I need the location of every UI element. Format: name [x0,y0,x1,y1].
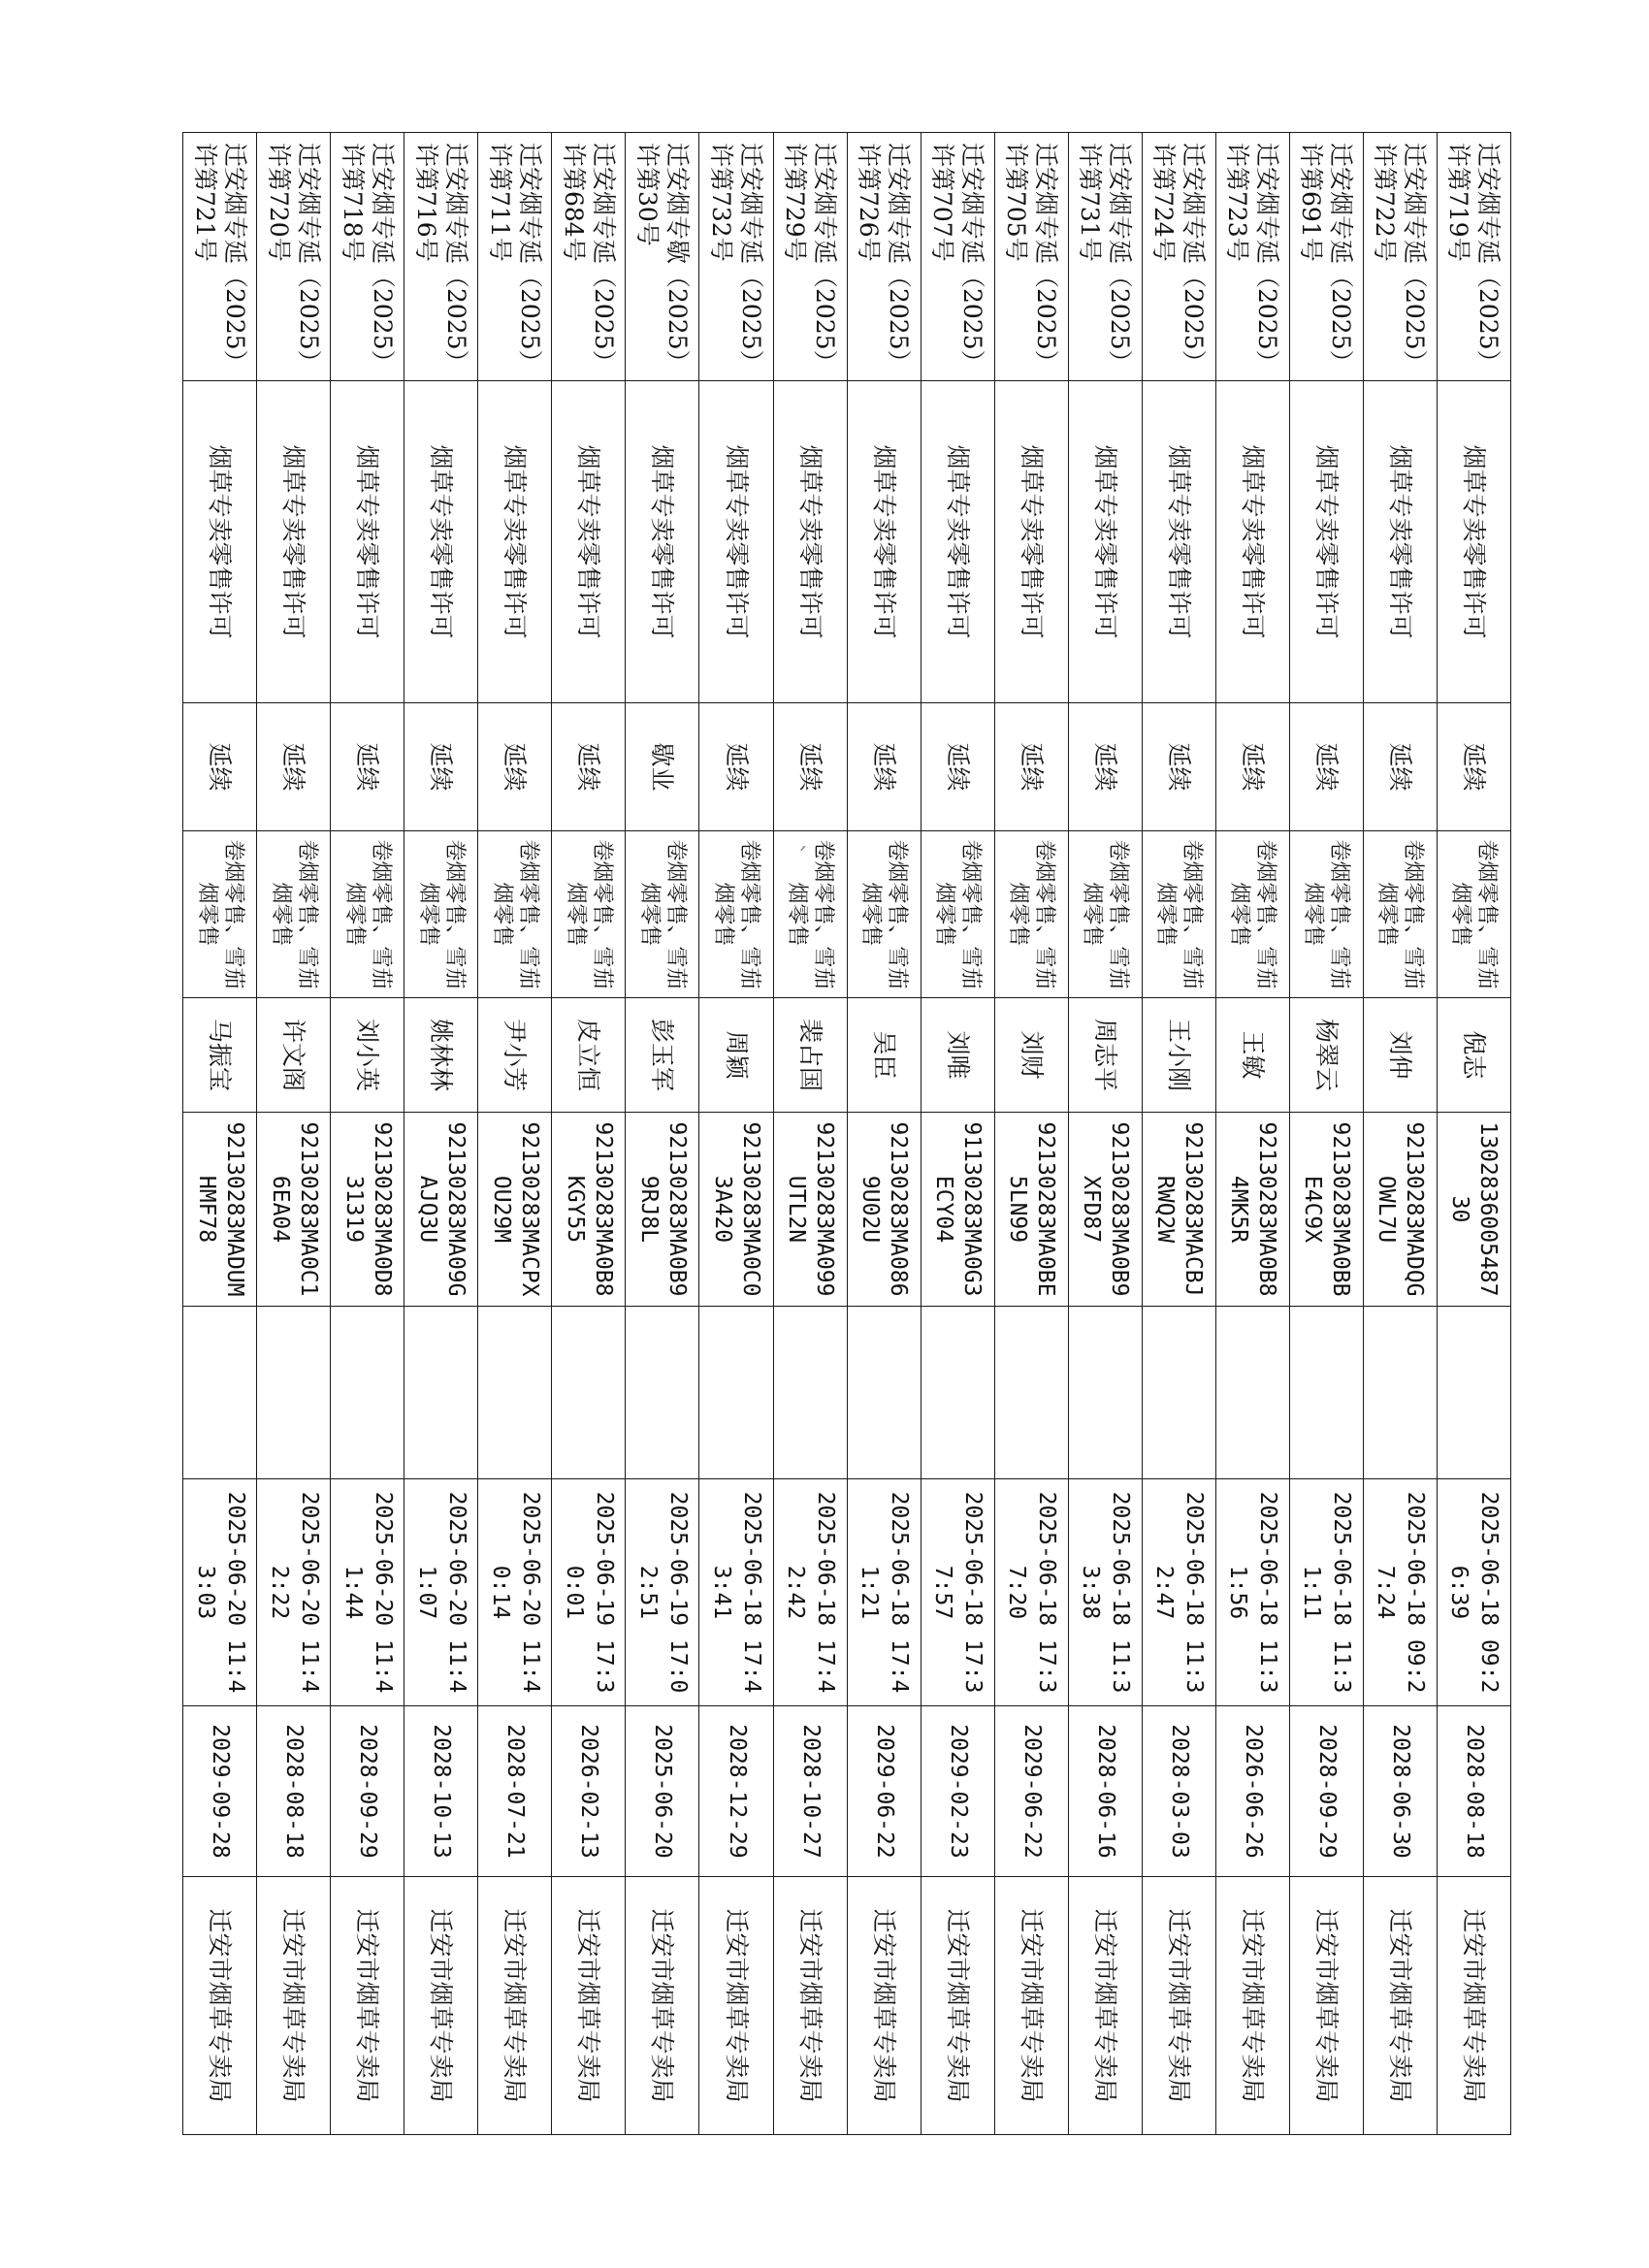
decision-time-cell: 2025-06-18 09:26:39 [1437,1479,1510,1706]
matter-cell: 歇业 [626,703,699,831]
credit-code-cell: 92130283MA0B99RJ8L [626,1113,699,1307]
license-type-cell: 烟草专卖零售许可 [1215,381,1289,703]
scanned-sheet [182,132,1511,2134]
expiry-date-cell: 2026-06-26 [1215,1706,1289,1877]
blank-cell [994,1307,1068,1479]
expiry-date-cell: 2029-02-23 [921,1706,994,1877]
permit-number-cell: 迁安烟专歇（2025）许第30号 [626,133,699,381]
authority-cell: 迁安市烟草专卖局 [994,1877,1068,2135]
business-scope-cell: 卷烟零售、雪茄烟零售 [1437,831,1510,998]
decision-time-cell: 2025-06-18 11:31:11 [1289,1479,1363,1706]
decision-time-cell: 2025-06-20 11:43:03 [183,1479,257,1706]
operator-name-cell: 皮立恒 [552,998,626,1113]
matter-cell: 延续 [847,703,921,831]
decision-time-cell: 2025-06-18 09:27:24 [1363,1479,1437,1706]
operator-name-cell: 尹小芳 [478,998,552,1113]
permit-number-cell: 迁安烟专延（2025）许第731号 [1068,133,1142,381]
authority-cell: 迁安市烟草专卖局 [331,1877,404,2135]
license-table [182,132,1511,2135]
business-scope-cell: 卷烟零售、雪茄烟零售 [331,831,404,998]
business-scope-cell: 卷烟零售、雪茄烟零售 [847,831,921,998]
decision-time-cell: 2025-06-20 11:40:14 [478,1479,552,1706]
operator-name-cell: 刘小英 [331,998,404,1113]
expiry-date-cell: 2028-06-16 [1068,1706,1142,1877]
authority-cell: 迁安市烟草专卖局 [1363,1877,1437,2135]
table-row [847,133,921,2135]
operator-name-cell: 刘财 [994,998,1068,1113]
credit-code-cell: 92130283MA099UTL2N [773,1113,847,1307]
authority-cell: 迁安市烟草专卖局 [183,1877,257,2135]
blank-cell [1068,1307,1142,1479]
matter-cell: 延续 [552,703,626,831]
table-row [1437,133,1510,2135]
blank-cell [773,1307,847,1479]
license-type-cell: 烟草专卖零售许可 [626,381,699,703]
authority-cell: 迁安市烟草专卖局 [1289,1877,1363,2135]
decision-time-cell: 2025-06-18 17:42:42 [773,1479,847,1706]
license-type-cell: 烟草专卖零售许可 [847,381,921,703]
credit-code-cell: 92130283MA0C16EA04 [257,1113,331,1307]
authority-cell: 迁安市烟草专卖局 [626,1877,699,2135]
permit-number-cell: 迁安烟专延（2025）许第722号 [1363,133,1437,381]
table-row [257,133,331,2135]
authority-cell: 迁安市烟草专卖局 [404,1877,478,2135]
permit-number-cell: 迁安烟专延（2025）许第718号 [331,133,404,381]
business-scope-cell: 卷烟零售、雪茄烟零售 [183,831,257,998]
table-row [1363,133,1437,2135]
business-scope-cell: 卷烟零售、雪茄烟零售 [1215,831,1289,998]
permit-number-cell: 迁安烟专延（2025）许第720号 [257,133,331,381]
decision-time-cell: 2025-06-19 17:30:01 [552,1479,626,1706]
business-scope-cell: 卷烟零售、雪茄烟零售 [626,831,699,998]
expiry-date-cell: 2029-06-22 [847,1706,921,1877]
license-type-cell: 烟草专卖零售许可 [1068,381,1142,703]
operator-name-cell: 许文阁 [257,998,331,1113]
authority-cell: 迁安市烟草专卖局 [1215,1877,1289,2135]
blank-cell [478,1307,552,1479]
table-row [1068,133,1142,2135]
operator-name-cell: 王小刚 [1142,998,1215,1113]
business-scope-cell: 卷烟零售、雪茄烟零售 [1142,831,1215,998]
matter-cell: 延续 [994,703,1068,831]
business-scope-cell: 卷烟零售、雪茄烟零售 [773,831,847,998]
business-scope-cell: 卷烟零售、雪茄烟零售 [699,831,773,998]
blank-cell [921,1307,994,1479]
operator-name-cell: 周颖 [699,998,773,1113]
authority-cell: 迁安市烟草专卖局 [478,1877,552,2135]
table-row [699,133,773,2135]
decision-time-cell: 2025-06-20 11:41:44 [331,1479,404,1706]
permit-number-cell: 迁安烟专延（2025）许第707号 [921,133,994,381]
credit-code-cell: 92130283MA0B84MK5R [1215,1113,1289,1307]
expiry-date-cell: 2028-07-21 [478,1706,552,1877]
license-type-cell: 烟草专卖零售许可 [404,381,478,703]
license-type-cell: 烟草专卖零售许可 [552,381,626,703]
expiry-date-cell: 2028-08-18 [1437,1706,1510,1877]
business-scope-cell: 卷烟零售、雪茄烟零售 [478,831,552,998]
matter-cell: 延续 [331,703,404,831]
blank-cell [183,1307,257,1479]
table-row [1215,133,1289,2135]
expiry-date-cell: 2028-03-03 [1142,1706,1215,1877]
license-type-cell: 烟草专卖零售许可 [1142,381,1215,703]
license-type-cell: 烟草专卖零售许可 [994,381,1068,703]
scan-speck: ˊ [795,844,808,873]
decision-time-cell: 2025-06-18 11:32:47 [1142,1479,1215,1706]
table-row [404,133,478,2135]
credit-code-cell: 92130283MACPXOU29M [478,1113,552,1307]
permit-number-cell: 迁安烟专延（2025）许第684号 [552,133,626,381]
operator-name-cell: 刘仲 [1363,998,1437,1113]
permit-number-cell: 迁安烟专延（2025）许第719号 [1437,133,1510,381]
blank-cell [404,1307,478,1479]
expiry-date-cell: 2028-09-29 [1289,1706,1363,1877]
credit-code-cell: 92130283MA0B9XFD87 [1068,1113,1142,1307]
table-row [773,133,847,2135]
authority-cell: 迁安市烟草专卖局 [699,1877,773,2135]
matter-cell: 延续 [1215,703,1289,831]
authority-cell: 迁安市烟草专卖局 [257,1877,331,2135]
business-scope-cell: 卷烟零售、雪茄烟零售 [994,831,1068,998]
license-type-cell: 烟草专卖零售许可 [1363,381,1437,703]
blank-cell [699,1307,773,1479]
table-row [478,133,552,2135]
business-scope-cell: 卷烟零售、雪茄烟零售 [257,831,331,998]
decision-time-cell: 2025-06-18 17:37:57 [921,1479,994,1706]
license-type-cell: 烟草专卖零售许可 [699,381,773,703]
license-type-cell: 烟草专卖零售许可 [478,381,552,703]
operator-name-cell: 吴臣 [847,998,921,1113]
matter-cell: 延续 [921,703,994,831]
blank-cell [257,1307,331,1479]
operator-name-cell: 彭玉军 [626,998,699,1113]
decision-time-cell: 2025-06-20 11:41:07 [404,1479,478,1706]
permit-number-cell: 迁安烟专延（2025）许第705号 [994,133,1068,381]
matter-cell: 延续 [404,703,478,831]
credit-code-cell: 92130283MADUMHMF78 [183,1113,257,1307]
matter-cell: 延续 [773,703,847,831]
blank-cell [1363,1307,1437,1479]
blank-cell [847,1307,921,1479]
operator-name-cell: 王敏 [1215,998,1289,1113]
table-row [1289,133,1363,2135]
credit-code-cell: 92130283MA0C03A420 [699,1113,773,1307]
blank-cell [1437,1307,1510,1479]
decision-time-cell: 2025-06-18 17:37:20 [994,1479,1068,1706]
blank-cell [552,1307,626,1479]
table-body [183,133,1511,2135]
business-scope-cell: 卷烟零售、雪茄烟零售 [921,831,994,998]
license-type-cell: 烟草专卖零售许可 [257,381,331,703]
matter-cell: 延续 [1437,703,1510,831]
license-type-cell: 烟草专卖零售许可 [773,381,847,703]
blank-cell [1289,1307,1363,1479]
credit-code-cell: 130283600548730 [1437,1113,1510,1307]
authority-cell: 迁安市烟草专卖局 [1437,1877,1510,2135]
matter-cell: 延续 [699,703,773,831]
operator-name-cell: 倪志 [1437,998,1510,1113]
table-row [331,133,404,2135]
operator-name-cell: 杨翠云 [1289,998,1363,1113]
business-scope-cell: 卷烟零售、雪茄烟零售 [1363,831,1437,998]
business-scope-cell: 卷烟零售、雪茄烟零售 [1289,831,1363,998]
table-row [921,133,994,2135]
matter-cell: 延续 [478,703,552,831]
matter-cell: 延续 [1068,703,1142,831]
business-scope-cell: 卷烟零售、雪茄烟零售 [404,831,478,998]
credit-code-cell: 92130283MA0869U02U [847,1113,921,1307]
expiry-date-cell: 2025-06-20 [626,1706,699,1877]
business-scope-cell: 卷烟零售、雪茄烟零售 [1068,831,1142,998]
credit-code-cell: 92130283MA0B8KGY55 [552,1113,626,1307]
credit-code-cell: 92130283MADQGOWL7U [1363,1113,1437,1307]
authority-cell: 迁安市烟草专卖局 [847,1877,921,2135]
permit-number-cell: 迁安烟专延（2025）许第721号 [183,133,257,381]
permit-number-cell: 迁安烟专延（2025）许第726号 [847,133,921,381]
business-scope-cell: 卷烟零售、雪茄烟零售 [552,831,626,998]
matter-cell: 延续 [1363,703,1437,831]
credit-code-cell: 91130283MA0G3ECY04 [921,1113,994,1307]
operator-name-cell: 刘唯 [921,998,994,1113]
operator-name-cell: 姚林林 [404,998,478,1113]
credit-code-cell: 92130283MACBJRWQ2W [1142,1113,1215,1307]
expiry-date-cell: 2028-08-18 [257,1706,331,1877]
credit-code-cell: 92130283MA0BBE4C9X [1289,1113,1363,1307]
matter-cell: 延续 [1289,703,1363,831]
authority-cell: 迁安市烟草专卖局 [552,1877,626,2135]
expiry-date-cell: 2029-06-22 [994,1706,1068,1877]
permit-number-cell: 迁安烟专延（2025）许第729号 [773,133,847,381]
table-row [183,133,257,2135]
decision-time-cell: 2025-06-20 11:42:22 [257,1479,331,1706]
credit-code-cell: 92130283MA09GAJQ3U [404,1113,478,1307]
credit-code-cell: 92130283MA0D831319 [331,1113,404,1307]
expiry-date-cell: 2029-09-28 [183,1706,257,1877]
authority-cell: 迁安市烟草专卖局 [1068,1877,1142,2135]
expiry-date-cell: 2028-09-29 [331,1706,404,1877]
permit-number-cell: 迁安烟专延（2025）许第723号 [1215,133,1289,381]
expiry-date-cell: 2028-10-13 [404,1706,478,1877]
table-row [626,133,699,2135]
credit-code-cell: 92130283MA0BE5LN99 [994,1113,1068,1307]
decision-time-cell: 2025-06-18 11:33:38 [1068,1479,1142,1706]
matter-cell: 延续 [257,703,331,831]
expiry-date-cell: 2028-06-30 [1363,1706,1437,1877]
operator-name-cell: 周志平 [1068,998,1142,1113]
authority-cell: 迁安市烟草专卖局 [921,1877,994,2135]
permit-number-cell: 迁安烟专延（2025）许第724号 [1142,133,1215,381]
table-row [552,133,626,2135]
decision-time-cell: 2025-06-18 17:43:41 [699,1479,773,1706]
license-type-cell: 烟草专卖零售许可 [183,381,257,703]
blank-cell [626,1307,699,1479]
expiry-date-cell: 2028-10-27 [773,1706,847,1877]
operator-name-cell: 裴占国 [773,998,847,1113]
license-type-cell: 烟草专卖零售许可 [331,381,404,703]
license-type-cell: 烟草专卖零售许可 [1437,381,1510,703]
table-row [994,133,1068,2135]
table-row [1142,133,1215,2135]
permit-number-cell: 迁安烟专延（2025）许第691号 [1289,133,1363,381]
authority-cell: 迁安市烟草专卖局 [1142,1877,1215,2135]
expiry-date-cell: 2026-02-13 [552,1706,626,1877]
decision-time-cell: 2025-06-18 17:41:21 [847,1479,921,1706]
authority-cell: 迁安市烟草专卖局 [773,1877,847,2135]
decision-time-cell: 2025-06-19 17:02:51 [626,1479,699,1706]
permit-number-cell: 迁安烟专延（2025）许第732号 [699,133,773,381]
decision-time-cell: 2025-06-18 11:31:56 [1215,1479,1289,1706]
blank-cell [1142,1307,1215,1479]
permit-number-cell: 迁安烟专延（2025）许第716号 [404,133,478,381]
matter-cell: 延续 [183,703,257,831]
license-type-cell: 烟草专卖零售许可 [1289,381,1363,703]
expiry-date-cell: 2028-12-29 [699,1706,773,1877]
blank-cell [331,1307,404,1479]
license-type-cell: 烟草专卖零售许可 [921,381,994,703]
operator-name-cell: 马振宝 [183,998,257,1113]
permit-number-cell: 迁安烟专延（2025）许第711号 [478,133,552,381]
matter-cell: 延续 [1142,703,1215,831]
blank-cell [1215,1307,1289,1479]
